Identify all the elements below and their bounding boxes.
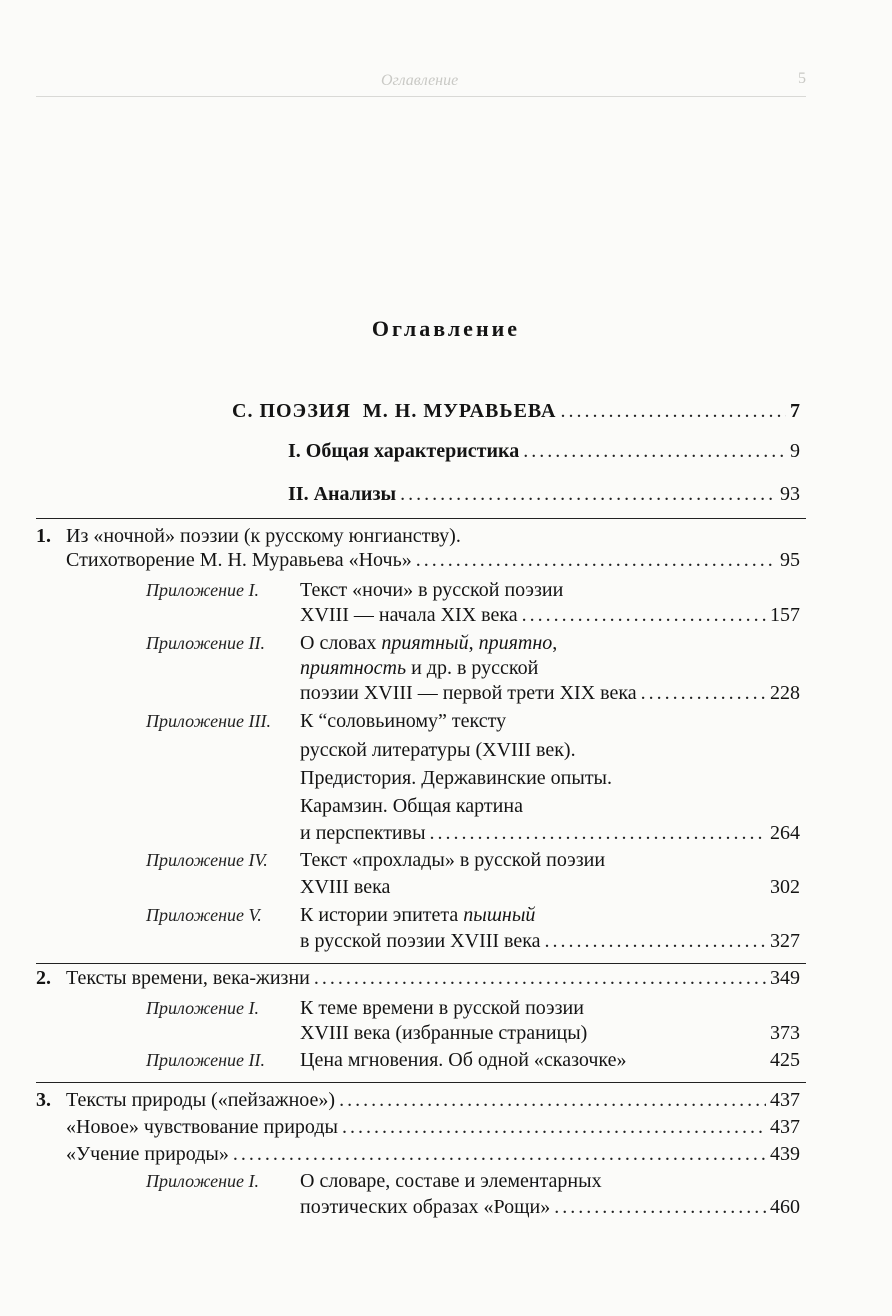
dot-leader	[233, 1141, 766, 1167]
toc-entry-part	[232, 398, 800, 424]
appendix-title-line: К теме времени в русской поэзии	[300, 997, 584, 1019]
toc-entry-appendix	[300, 1047, 800, 1073]
toc-entry-label: Стихотворение М. Н. Муравьева «Ночь»	[66, 549, 412, 571]
toc-entry-label: «Учение природы»	[66, 1143, 229, 1165]
appendix-tag: Приложение IV.	[146, 850, 268, 870]
toc-page-number: 95	[780, 549, 800, 571]
appendix-title-line: К “соловьиному” тексту	[300, 710, 507, 732]
appendix-tag: Приложение I.	[146, 580, 260, 600]
toc-entry-label: C. ПОЭЗИЯ М. Н. МУРАВЬЕВА	[232, 400, 557, 422]
toc-entry-chapter-2	[66, 965, 800, 991]
appendix-title-line	[300, 655, 538, 681]
toc-entry-section-1	[288, 438, 800, 464]
chapter-number: 3.	[36, 1089, 51, 1111]
toc-entry-appendix	[300, 928, 800, 954]
toc-page-number: 7	[790, 400, 800, 422]
bleed-through-header	[36, 68, 806, 97]
toc-entry-label: поэзии XVIII — первой трети XIX века	[300, 682, 637, 704]
dot-leader	[430, 820, 766, 846]
appendix-tag: Приложение II.	[146, 633, 266, 653]
dot-leader	[416, 547, 776, 573]
toc-entry-appendix	[300, 874, 800, 900]
toc-entry-appendix	[300, 1194, 800, 1220]
toc-page-number: 302	[770, 876, 800, 898]
dot-leader	[339, 1087, 766, 1113]
appendix-title-line: Текст «прохлады» в русской поэзии	[300, 849, 606, 871]
toc-entry-chapter-3	[66, 1087, 800, 1113]
toc-page-number: 327	[770, 930, 800, 952]
chapter-number: 1.	[36, 525, 51, 547]
appendix-title-line: Текст «ночи» в русской поэзии	[300, 579, 564, 601]
italic-term: приятно	[478, 632, 553, 654]
dot-leader	[342, 1114, 766, 1140]
toc-entry-label: Тексты времени, века-жизни	[66, 967, 310, 989]
appendix-title-line	[300, 902, 535, 928]
toc-page-number: 425	[770, 1049, 800, 1071]
toc-entry-label: II. Анализы	[288, 483, 397, 505]
text-run: К истории эпитета	[300, 904, 464, 926]
text-run: О словах	[300, 632, 382, 654]
toc-page-number: 373	[770, 1022, 800, 1044]
toc-entry-label: I. Общая характеристика	[288, 440, 520, 462]
chapter-title-line: Из «ночной» поэзии (к русскому юнгианству).	[66, 525, 461, 547]
italic-term: приятность	[300, 657, 407, 679]
appendix-tag: Приложение I.	[146, 998, 260, 1018]
toc-entry-label: поэтических образах «Рощи»	[300, 1196, 551, 1218]
toc-entry-label: и перспективы	[300, 822, 426, 844]
toc-entry-label: «Новое» чувствование природы	[66, 1116, 338, 1138]
divider	[36, 963, 806, 964]
toc-entry-label: XVIII — начала XIX века	[300, 604, 518, 626]
chapter-number: 2.	[36, 967, 51, 989]
dot-leader	[523, 438, 786, 464]
toc-page-number: 437	[770, 1089, 800, 1111]
italic-term: приятный	[381, 632, 469, 654]
toc-page-number: 437	[770, 1116, 800, 1138]
toc-entry-label: Цена мгновения. Об одной «сказочке»	[300, 1049, 627, 1071]
appendix-tag: Приложение V.	[146, 905, 262, 925]
appendix-title-line: русской литературы (XVIII век).	[300, 739, 576, 761]
dot-leader	[400, 481, 776, 507]
toc-entry-label: в русской поэзии XVIII века	[300, 930, 541, 952]
dot-leader	[314, 965, 766, 991]
divider	[36, 518, 806, 519]
text-run: и др. в русской	[406, 657, 539, 679]
page-title: Оглавление	[371, 316, 521, 341]
italic-term: пышный	[463, 904, 536, 926]
toc-entry-label: Тексты природы («пейзажное»)	[66, 1089, 336, 1111]
toc-page-number: 460	[770, 1196, 800, 1218]
toc-page-number: 157	[770, 604, 800, 626]
toc-page-number: 264	[770, 822, 800, 844]
toc-page-number: 9	[790, 440, 800, 462]
bleed-through-title: Оглавление	[381, 72, 459, 89]
dot-leader	[641, 680, 766, 706]
dot-leader	[545, 928, 766, 954]
toc-entry-subsection	[66, 1141, 800, 1167]
appendix-tag: Приложение II.	[146, 1050, 266, 1070]
toc-entry-label: XVIII века (избранные страницы)	[300, 1022, 588, 1044]
toc-entry-appendix	[300, 680, 800, 706]
appendix-title-line: Карамзин. Общая картина	[300, 795, 523, 817]
appendix-tag: Приложение I.	[146, 1171, 260, 1191]
appendix-title-line: О словаре, составе и элементарных	[300, 1170, 602, 1192]
toc-entry-appendix	[300, 820, 800, 846]
toc-page-number: 439	[770, 1143, 800, 1165]
dot-leader	[560, 398, 786, 424]
toc-entry-label: XVIII века	[300, 876, 391, 898]
toc-entry-section-2	[288, 481, 800, 507]
dot-leader	[522, 602, 766, 628]
toc-entry-appendix	[300, 1020, 800, 1046]
toc-page-number: 228	[770, 682, 800, 704]
text-run: ,	[468, 632, 479, 654]
dot-leader	[554, 1194, 766, 1220]
appendix-tag: Приложение III.	[146, 711, 272, 731]
appendix-title-line: Предистория. Державинские опыты.	[300, 767, 612, 789]
bleed-through-page-number: 5	[798, 70, 806, 87]
toc-entry-chapter-1	[66, 547, 800, 573]
divider	[36, 1082, 806, 1083]
toc-entry-subsection	[66, 1114, 800, 1140]
appendix-title-line	[300, 630, 557, 656]
toc-page-number: 93	[780, 483, 800, 505]
toc-entry-appendix	[300, 602, 800, 628]
toc-page-number: 349	[770, 967, 800, 989]
text-run: ,	[552, 632, 558, 654]
